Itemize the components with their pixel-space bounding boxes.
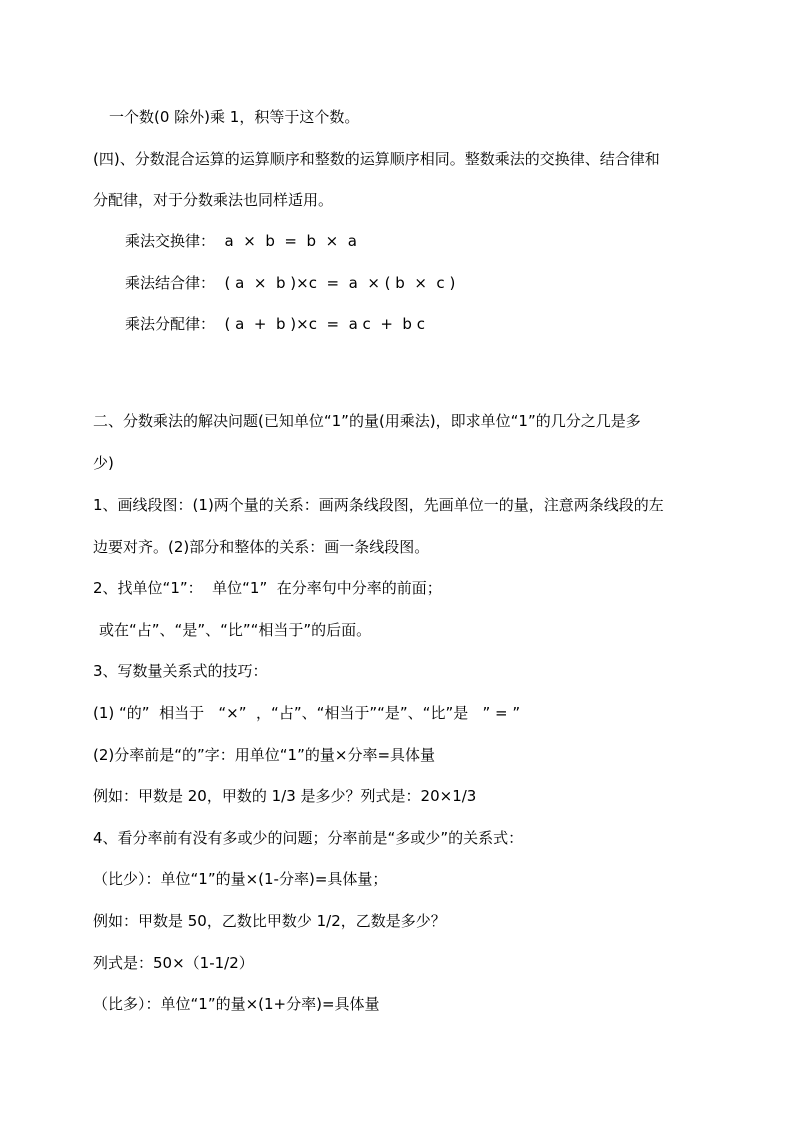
text-line-15: (2)分率前是“的”字：用单位“1”的量×分率=具体量 — [93, 746, 436, 764]
section-heading: 二、分数乘法的解决问题(已知单位“1”的量(用乘法)，即求单位“1”的几分之几是多 — [93, 412, 641, 430]
text-line-12: 或在“占”、“是”、“比”“相当于”的后面。 — [99, 621, 372, 639]
text-line-14: (1) “的” 相当于 “×” ，“占”、“相当于”“是”、“比”是 ” = ” — [93, 704, 521, 722]
text-line-3: 分配律，对于分数乘法也同样适用。 — [93, 191, 334, 209]
text-line-19: 例如：甲数是 50，乙数比甲数少 1/2，乙数是多少？ — [93, 912, 446, 930]
text-line-10: 边要对齐。(2)部分和整体的关系：画一条线段图。 — [93, 538, 430, 556]
text-line-17: 4、看分率前有没有多或少的问题；分率前是“多或少”的关系式： — [93, 829, 524, 847]
text-line-2: (四)、分数混合运算的运算顺序和整数的运算顺序相同。整数乘法的交换律、结合律和 — [93, 150, 660, 168]
text-line-18: （比少）：单位“1”的量×(1-分率)=具体量； — [93, 870, 388, 888]
text-line-1: 一个数(0 除外)乘 1，积等于这个数。 — [109, 108, 360, 126]
text-line-8: 少) — [93, 454, 114, 472]
formula-associative: 乘法结合律： ( a × b )×c = a × ( b × c ) — [125, 274, 456, 292]
formula-distributive: 乘法分配律： ( a + b )×c = a c + b c — [125, 315, 425, 333]
formula-commutative: 乘法交换律： a × b = b × a — [125, 232, 357, 250]
text-line-11: 2、找单位“1”： 单位“1” 在分率句中分率的前面； — [93, 579, 442, 597]
text-line-9: 1、画线段图：(1)两个量的关系：画两条线段图，先画单位一的量，注意两条线段的左 — [93, 496, 664, 514]
text-line-16: 例如：甲数是 20，甲数的 1/3 是多少？列式是：20×1/3 — [93, 787, 477, 805]
text-line-21: （比多）：单位“1”的量×(1+分率)=具体量 — [93, 995, 380, 1013]
text-line-20: 列式是：50×（1-1/2） — [93, 954, 254, 972]
text-line-13: 3、写数量关系式的技巧： — [93, 662, 268, 680]
